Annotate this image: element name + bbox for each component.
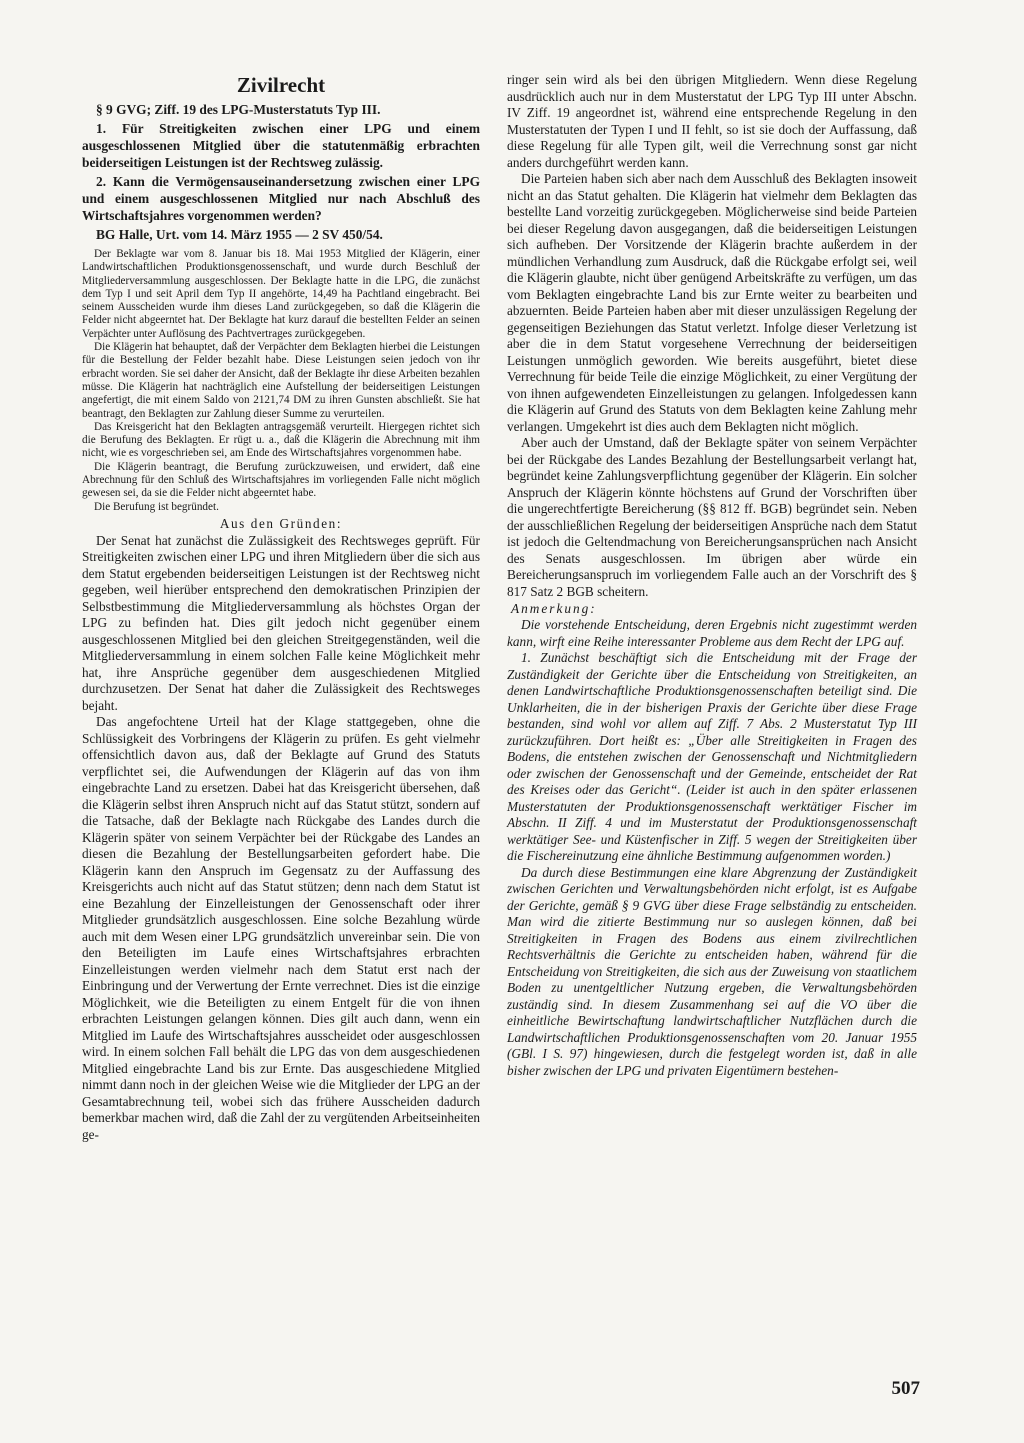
reasons-heading: Aus den Gründen: <box>219 515 343 531</box>
reasons-paragraph: ringer sein wird als bei den übrigen Mitgliedern. Wenn diese Regelung ausdrücklich auch nur in dem Musterstatut der LPG Typ III unter Abschn. IV Ziff. 19 angeordnet ist, während eine entsprechende Regelung in den Musterstatuten der Typen I und II fehlt, so ist sie doch der Auffassung, daß diese Regelung für alle Typen gilt, weil die Verrechnung sonst gar nicht anders durchgeführt werden kann. <box>507 72 917 170</box>
facts-paragraph: Das Kreisgericht hat den Beklagten antragsgemäß verurteilt. Hiergegen richtet sich die Berufung des Beklagten. Er rügt u. a., daß die Klägerin die Abrechnung mit ihm nicht, wie es vorgeschrieben sei, am Ende des Wirtschaftsjahres vorgenommen habe. <box>82 420 480 460</box>
annotation-paragraph: 1. Zunächst beschäftigt sich die Entscheidung mit der Frage der Zuständigkeit der Gerichte über die Entscheidung von Streitigkeiten, an denen Landwirtschaftliche Produktionsgenossenschaften beteiligt sind. Die Unklarheiten, die in der bisherigen Praxis der Gerichte über diese Frage bestanden, sind wohl vor allem auf Ziff. 7 Abs. 2 Musterstatut Typ III zurückzuführen. Dort heißt es: „Über alle Streitigkeiten in Fragen des Bodens, die entstehen zwischen der Genossenschaft und Nichtmitgliedern oder zwischen der Genossenschaft und der Gemeinde, entscheidet der Rat des Kreises oder das Gericht“. (Leider ist auch in den später erlassenen Musterstatuten der Produktionsgenossenschaft werktätiger Fischer im Abschn. II Ziff. 4 und im Musterstatut der Produktionsgenossenschaft werktätiger See- und Küstenfischer in Ziff. 5 wegen der Streitigkeiten über die Fischereinutzung eine ähnliche Bestimmung aufgenommen worden.) <box>507 650 917 863</box>
reasons-paragraph: Die Parteien haben sich aber nach dem Ausschluß des Beklagten insoweit nicht an das Statut gehalten. Die Klägerin hat vielmehr dem Beklagten das bestellte Land vorzeitig zurückgegeben. Möglicherweise sind beide Parteien bei dieser Regelung davon ausgegangen, daß die beiderseitigen Leistungen sich aufheben. Der Vorsitzende der Klägerin brachte außerdem in der mündlichen Verhandlung zum Ausdruck, daß die Rückgabe erfolgt sei, weil die Klägerin glaubte, nicht über genügend Arbeitskräfte zu verfügen, um das vom Beklagten eingebrachte Land bis zur Ernte weiter zu bearbeiten und abzuernten. Beide Parteien haben aber mit dieser unzulässigen Regelung der gegenseitigen Beziehungen das Statut verletzt. Infolge dieser Verletzung ist aber die in dem Statut vorgesehene Verrechnung der beiderseitigen Leistungen unmöglich geworden. Wie bereits ausgeführt, bietet diese Verrechnung für beide Teile die einzige Möglichkeit, zu einer Vergütung der von ihnen aufgewendeten Einzelleistungen zu gelangen. Infolgedessen kann die Klägerin auf Grund des Statuts von dem Beklagten keine Zahlung mehr verlangen. Umgekehrt ist dies auch dem Beklagten nicht möglich. <box>507 171 917 434</box>
reasons-paragraph: Aber auch der Umstand, daß der Beklagte später von seinem Verpächter bei der Rückgabe des Landes Bezahlung der Bestellungsarbeit verlangt hat, begründet keine Zahlungsverpflichtung gegenüber der Klägerin. Ein solcher Anspruch der Klägerin könnte höchstens auf Grund der Vorschriften über die ungerechtfertigte Bereicherung (§§ 812 ff. BGB) begründet sein. Neben der ausschließlichen Regelung der beiderseitigen Ansprüche nach dem Statut ist jedoch die Geltendmachung von Bereicherungsansprüchen nach Ansicht des Senats ausgeschlossen. Im übrigen aber würde ein Bereicherungsanspruch im vorliegendem Falle auch an der Vorschrift des § 817 Satz 2 BGB scheitern. <box>507 435 917 599</box>
annotation-paragraph: Die vorstehende Entscheidung, deren Ergebnis nicht zugestimmt werden kann, wirft eine Reihe interessanter Probleme aus dem Recht der LPG auf. <box>507 617 917 649</box>
headnote-citation: BG Halle, Urt. vom 14. März 1955 — 2 SV 450/54. <box>96 227 383 242</box>
facts-paragraph: Die Klägerin beantragt, die Berufung zurückzuweisen, und erwidert, daß eine Abrechnung für den Schluß des Wirtschaftsjahres im vorliegenden Falle nicht möglich gewesen sei, da sie die Felder nicht abgeerntet habe. <box>82 460 480 500</box>
right-column <box>507 72 917 1079</box>
annotation-heading: Anmerkung: <box>511 601 597 616</box>
facts-paragraph: Die Berufung ist begründet. <box>94 500 219 513</box>
reasons-paragraph: Der Senat hat zunächst die Zulässigkeit des Rechtsweges geprüft. Für Streitigkeiten zwischen einer LPG und ihren Mitgliedern über die sich aus dem Statut ergebenden beiderseitigen Leistungen ist der Rechtsweg nicht gegeben, weil hierüber entsprechend den demokratischen Prinzipien der Selbstbestimmung die Mitgliederversammlung als höchstes Organ der LPG zu befinden hat. Dies gilt jedoch nicht gegenüber einem ausgeschlossenen Mitglied bei den gleichen Streitgegenständen, weil die Mitgliederversammlung in einem solchen Falle keine Möglichkeit mehr hat, ihre Ansprüche gegenüber dem ausgeschiedenen Mitglied durchzusetzen. Der Senat hat daher die Zulässigkeit des Rechtsweges bejaht. <box>82 532 480 713</box>
headnote-principle-1: 1. Für Streitigkeiten zwischen einer LPG und einem ausgeschlossenen Mitglied über die statutenmäßig erbrachten beiderseitigen Leistungen ist der Rechtsweg zulässig. <box>82 121 480 170</box>
facts-paragraph: Die Klägerin hat behauptet, daß der Verpächter dem Beklagten hierbei die Leistungen für die Bestellung der Felder bezahlt habe. Diese Leistungen seien jedoch von ihr erbracht worden. Sie sei daher der Ansicht, daß der Beklagte ihr diese Arbeiten bezahlen müsse. Die Klägerin hat nachträglich eine Aufstellung der beiderseitigen Leistungen angefertigt, die mit einem Saldo von 2121,74 DM zu ihren Gunsten abschließt. Sie hat beantragt, den Beklagten zur Zahlung dieser Summe zu verurteilen. <box>82 341 480 420</box>
facts-paragraph: Der Beklagte war vom 8. Januar bis 18. Mai 1953 Mitglied der Klägerin, einer Landwirtschaftlichen Produktionsgenossenschaft, und wurde durch Beschluß der Mitgliederversammlung ausgeschlossen. Der Beklagte hatte in die LPG, die zunächst dem Typ I und seit April dem Typ II angehörte, 14,49 ha Pachtland eingebracht. Bei seinem Ausscheiden wurde ihm dieses Land zurückgegeben, so daß die Klägerin die Felder nicht abgeerntet hat. Der Beklagte hat kurz darauf die bestellten Felder an seinen Verpächter unter Auflösung des Pachtvertrages zurückgegeben. <box>82 248 480 340</box>
headnote-statute: § 9 GVG; Ziff. 19 des LPG-Musterstatuts Typ III. <box>96 102 381 117</box>
section-title: Zivilrecht <box>236 73 326 97</box>
reasons-paragraph: Das angefochtene Urteil hat der Klage stattgegeben, ohne die Schlüssigkeit des Vorbringens der Klägerin zu prüfen. Es geht vielmehr offensichtlich davon aus, daß der Beklagte auf Grund des Statuts verpflichtet sei, die Aufwendungen der Klägerin auf das von ihm eingebrachte Land zu ersetzen. Dabei hat das Kreisgericht übersehen, daß die Klägerin selbst ihren Anspruch nicht auf das Statut stützt, sondern auf die Tatsache, daß der Beklagte nach Rückgabe des Landes durch die Klägerin später von seinem Verpächter bei der Rückgabe des Landes an diesen die Bezahlung der Bestellungsarbeiten gefordert habe. Die Klägerin kann den Anspruch im Gegensatz zu der Auffassung des Kreisgerichts auch nicht auf das Statut stützen; denn nach dem Statut ist eine Bezahlung der Einzelleistungen der Genossenschaft oder ihrer Mitglieder grundsätzlich ausgeschlossen. Eine solche Bezahlung würde auch mit dem Wesen einer LPG grundsätzlich unvereinbar sein. Die von den Beteiligten im Laufe eines Wirtschaftsjahres erbrachten Einzelleistungen werden vielmehr nach dem Statut erst nach der Einbringung und der Verwertung der Ernte verrechnet. Dies ist die einzige Möglichkeit, wie die Beteiligten zu einem Entgelt für die von ihnen erbrachten Leistungen gelangen können. Dies gilt auch dann, wenn ein Mitglied im Laufe des Wirtschaftsjahres ausscheidet oder ausgeschlossen wird. In einem solchen Fall behält die LPG das von dem ausgeschiedenen Mitglied eingebrachte Land bis zur Ernte. Das ausgeschiedene Mitglied nimmt dann noch in der gleichen Weise wie die Mitglieder der LPG an der Gesamtabrechnung teil, wobei sich das frühere Ausscheiden dadurch bemerkbar machen wird, daß die Zahl der zu vergütenden Arbeitseinheiten ge- <box>82 714 480 1142</box>
headnote-principle-2: 2. Kann die Vermögensauseinandersetzung zwischen einer LPG und einem ausgeschlossenen Mitglied nur nach Abschluß des Wirtschaftsjahres vorgenommen werden? <box>82 174 480 223</box>
page-number: 507 <box>891 1378 920 1399</box>
annotation-paragraph: Da durch diese Bestimmungen eine klare Abgrenzung der Zuständigkeit zwischen Gerichten und Verwaltungsbehörden nicht erfolgt, ist es Aufgabe der Gerichte, gemäß § 9 GVG über diese Frage selbständig zu entscheiden. Man wird die zitierte Bestimmung nur so auslegen können, daß bei Streitigkeiten in Fragen des Bodens aus einem zivilrechtlichen Rechtsverhältnis die Gerichte zu entscheiden haben, während für die Entscheidung von Streitigkeiten, die sich aus der Zuweisung von staatlichem Boden zu unentgeltlicher Nutzung ergeben, die Verwaltungsbehörden zuständig sind. In diesem Zusammenhang sei auf die VO über die einheitliche Bewirtschaftung landwirtschaftlicher Nutzflächen durch die Landwirtschaftlichen Produktionsgenossenschaften vom 20. Januar 1955 (GBl. I S. 97) hingewiesen, durch die festgelegt worden ist, daß in alle bisher zwischen der LPG und privaten Eigentümern bestehen- <box>507 864 917 1078</box>
left-column <box>82 72 480 1143</box>
